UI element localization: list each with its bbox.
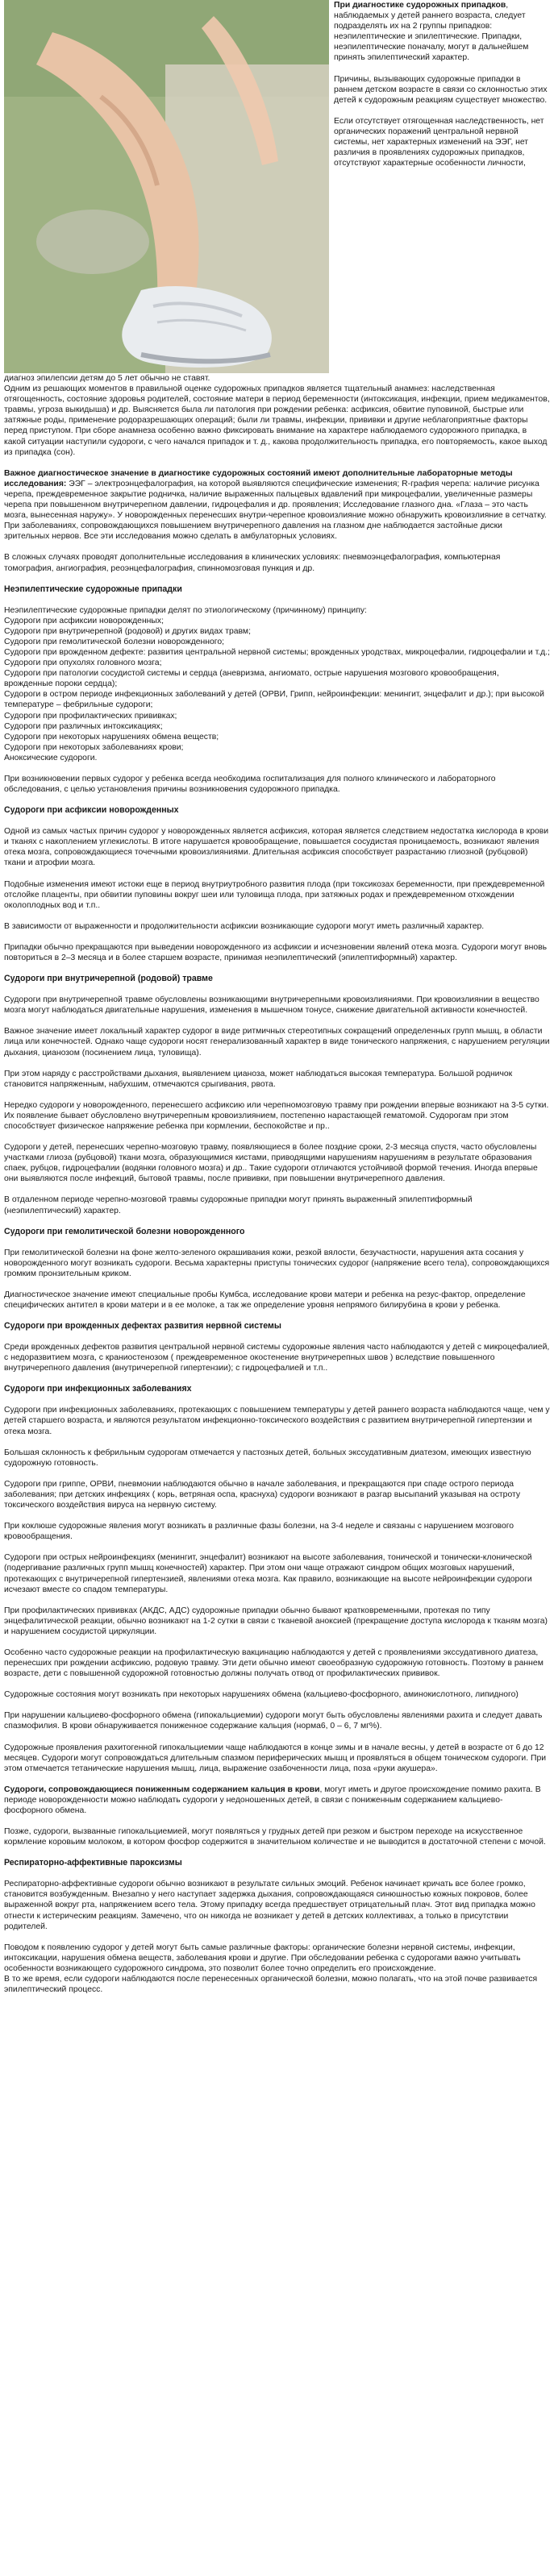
infections-paragraph: Особенно часто судорожные реакции на профилактическую вакцинацию наблюдаются у детей с проявлениями экссудативного диатеза, перенесших при рождении асфиксию, родовую травму. Эти дети обычно имеют своеобразную судорожную готовность. Поэтому в раннем возрасте, дети с повышенной судорожной готовностью должны получать отвод от профилактических прививок. (4, 1647, 544, 1679)
list-item: Аноксические судороги. (4, 753, 98, 762)
intro-heredity-paragraph: Если отсутствует отягощенная наследственность, нет органических поражений центральной нервной системы, нет характерных изменений на ЭЭГ, нет различия в проявлениях судорожных припадков, отсутствуют характерные особенности личности, (334, 116, 544, 168)
intro-paragraph (334, 0, 550, 64)
anamnesis-paragraph: Одним из решающих моментов в правильной оценке судорожных припадков является тщательный анамнез: наследственная отягощенность, состояние здоровья родителей, состояние матери в период беременности (интоксикация, инфекции, прием медикаментов, травмы, угроза выкидыша) и др. Выясняется была ли патология при рождении ребенка: асфиксия, обвитие пуповиной, быстрые или затяжные роды, применение родоразрешающих операций; были ли травмы, инфекции, прививки и другие неблагоприятные факторы перед приступом. При сборе анамнеза особенно важно фиксировать внимание на характере наблюдаемого судорожного припадка, в какой ситуации наступили судороги, с чего начался припадок и т. д., какова продолжительность припадка, его повторяемость, какое выход из припадка (сон). (4, 384, 550, 457)
infections-heading: Судороги при инфекционных заболеваниях (4, 1384, 192, 1394)
list-item: Судороги при патологии сосудистой системы и сердца (аневризма, ангиомато, острые нарушения мозгового кровообращения, врожденные пороки сердца); (4, 669, 499, 689)
trauma-paragraph: Важное значение имеет локальный характер судорог в виде ритмичных стереотипных сокращений определенных групп мышц, в области лица или конечностей. Однако чаще судороги носят генерализованный характер в виде тонического напряжения, с нарушением регуляции дыхания, цианозом (посинением лица, туловища). (4, 1027, 550, 1057)
defects-heading: Судороги при врожденных дефектах развития нервной системы (4, 1321, 281, 1332)
resp-paragraph: Респираторно-аффективные судороги обычно возникают в результате сильных эмоций. Ребенок начинает кричать все более громко, становится возбужденным. Внезапно у него наступает задержка дыхания, сопровождающаяся синюшностью кожных покровов, более выраженной вокруг рта, напряжением всего тела. Этому припадку всегда предшествует отрицательный плач. Этот вид припадка можно отнести к истерическим реакциям. Замечено, что он никогда не возникает у детей в детских коллективах, а только в присутствии родителей. (4, 1880, 535, 1931)
list-item: Судороги при внутричерепной (родовой) и других видах травм; (4, 626, 251, 636)
list-item: Судороги при различных интоксикациях; (4, 721, 163, 731)
list-item: Судороги при гемолитической болезни новорожденного; (4, 637, 225, 646)
infections-paragraph: При нарушении кальциево-фосфорного обмена (гипокальциемии) судороги могут быть обусловлены явлениями рахита и следует давать спазмофилия. В крови обнаруживается пониженное содержание кальция (норма6, 0 – 6, 7 мг%). (4, 1711, 543, 1731)
infections-paragraph: При коклюше судорожные явления могут возникать в различные фазы болезни, на 3-4 неделе и связаны с нарушением мозгового кровообращения. (4, 1522, 514, 1542)
trauma-paragraph: Судороги у детей, перенесших черепно-мозговую травму, появляющиеся в более поздние сроки, 2-3 месяца спустя, часто обусловлены участками глиоза (рубцовой) ткани мозга, образующимися кистами, приводящими нарушениям нарушениям в результате образования спаек, рубцов, гидроцефалии (водянки головного мозга) и др.. Такие судороги отличаются устойчивой формой течения. Иногда впервые они выявляются после инфекций, бытовой травмы, после прививки, при повышении внутричерепного давления. (4, 1143, 538, 1184)
asphyxia-heading: Судороги при асфиксии новорожденных (4, 805, 179, 816)
article-intro-block (4, 0, 550, 373)
infections-paragraph: Судорожные состояния могут возникать при некоторых нарушениях обмена (кальциево-фосфорного, аминокислотного, липидного) (4, 1690, 519, 1700)
resp-paragraph: В то же время, если судороги наблюдаются после перенесенных органической болезни, можно полагать, что на этой почве развивается эпилептический процесс. (4, 1975, 538, 1995)
calcium-paragraph (4, 1785, 550, 1816)
child-leg-illustration (4, 0, 329, 373)
hemolytic-heading: Судороги при гемолитической болезни новорожденного (4, 1226, 245, 1236)
lab-methods-paragraph (4, 468, 550, 542)
infections-paragraph: При профилактических прививках (АКДС, АДС) судорожные припадки обычно бывают кратковременными, протекая по типу энцефалитической реакции, обычно возникают на 1-2 сутки в связи с тканевой аноксией (прекращение доступа кислорода к тканям мозга) и нарушением сосудистой циркуляции. (4, 1606, 548, 1636)
article-body (4, 373, 550, 1995)
list-item: Судороги при опухолях головного мозга; (4, 659, 162, 668)
asphyxia-paragraph: В зависимости от выраженности и продолжительности асфиксии возникающие судороги могут иметь различный характер. (4, 921, 485, 931)
list-item: Судороги при некоторых нарушениях обмена веществ; (4, 732, 219, 742)
asphyxia-paragraph: Одной из самых частых причин судорог у новорожденных является асфиксия, которая является следствием недостатка кислорода в крови и тканях с накоплением углекислоты. В итоге нарушается кровообращение, повышается сосудистая проницаемость, возникают явления отека мозга, сопровождающиеся точечными кровоизлияниями. Длительная асфиксия способствует разрастанию глиозной (рубцовой) ткани и атрофии мозга. (4, 827, 549, 868)
child-leg-photo (4, 0, 329, 373)
list-item: Судороги при некоторых заболеваниях крови; (4, 742, 184, 752)
infections-paragraph: Судорожные проявления рахитогенной гипокальциемии чаще наблюдаются в конце зимы и в начале весны, у детей в возрасте от 6 до 12 месяцев. Судороги могут сопровождаться длительным спазмом периферических мышц и проявляться в общем тоническом судороги. При этом отмечается тетанические нарушения мышц, лица, выражение озабоченности лица, поза «руки акушера». (4, 1743, 547, 1773)
list-item: Судороги при профилактических прививках; (4, 711, 177, 721)
lab-methods-text: ЭЭГ – электроэнцефалография, на которой выявляются специфические изменения; R-графия черепа: наличие рисунка черепа, преждевременное закрытие родничка, наличие выраженных пальцевых вдавлений при микроцефалии, увеличенные размеры черепа при повышенном внутричерепном давлении, гидроцефалия и др. проявления; Исследование глазного дна. «Глаза – это часть мозга, вынесенная наружу». У новорожденных перенесших внутри-черепное кровоизлияние можно обнаружить кровоизлияние в сетчатку. При заболеваниях, сопровождающихся повышением внутричерепного давления на глазном дне наблюдается застойные диски зрительных нервов. Все эти исследования можно сделать в амбулаторных условиях. (4, 479, 547, 542)
nonepi-lead: Неэпилептические судорожные припадки делят по этиологическому (причинному) принципу: (4, 605, 367, 615)
intro-continuation: диагноз эпилепсии детям до 5 лет обычно не ставят. (4, 374, 210, 383)
calcium-bold-lead: Судороги, сопровождающиеся пониженным содержанием кальция в крови (4, 1785, 320, 1794)
asphyxia-paragraph: Припадки обычно прекращаются при выведении новорожденного из асфиксии и исчезновении явлений отека мозга. Судороги могут вновь повториться в 2–3 месяца и в более старшем возрасте, принимая неэпилептический (эпилептиформный) характер. (4, 942, 548, 963)
trauma-heading: Судороги при внутричерепной (родовой) травме (4, 974, 213, 984)
infections-paragraph: Судороги при инфекционных заболеваниях, протекающих с повышением температуры у детей раннего возраста наблюдаются чаще, чем у детей старшего возраста, и являются результатом инфекционно-токсического воздействия с развитием внутричерепной гипертензии и отека мозга. (4, 1406, 550, 1436)
hospitalization-paragraph: При возникновении первых судорог у ребенка всегда необходима госпитализация для полного клинического и лабораторного обследования, с целью установления причины возникновения судорожного припадка. (4, 775, 496, 795)
nonepi-cause-list (4, 616, 550, 763)
infections-paragraph: Судороги при острых нейроинфекциях (менингит, энцефалит) возникают на высоте заболевания, тонической и тонически-клонической (подергивание различных групп мышц конечностей) характер. При этом они чаще отражают синдром общих мозговых нарушений, протекающих с внутричерепной гипертензией, явлениями отека мозга. Как правило, возникающие на высоте нейроинфекции судороги исчезают вместе со спадом температуры. (4, 1553, 532, 1594)
calcium-paragraph: Позже, судороги, вызванные гипокальциемией, могут появляться у грудных детей при резком и быстром переходе на искусственное кормление коровьим молоком, в котором фосфор содержится в значительном количестве и не выводится в достаточной степени с мочой. (4, 1827, 546, 1847)
infections-paragraph: Судороги при гриппе, ОРВИ, пневмонии наблюдаются обычно в начале заболевания, и прекращаются при спаде острого периода заболевания; при детских инфекциях ( корь, ветряная оспа, краснуха) судороги возникают в разгар высыпаний указывая на остроту токсического воздействия вируса на нервную систему. (4, 1479, 521, 1510)
lab-methods-bold: Важное диагностическое значение в диагностике судорожных состояний имеют дополнительные лабораторные методы исследования: (4, 468, 513, 488)
list-item: Судороги при врожденном дефекте: развития центральной нервной системы; врожденных уродствах, микроцефалии, гидроцефалии и т.д.; (4, 647, 550, 657)
trauma-paragraph: При этом наряду с расстройствами дыхания, выявлением цианоза, может наблюдаться высокая температура. Большой родничок становится напряженным, набухшим, отмечаются срыгивания, рвота. (4, 1069, 513, 1089)
calcium-text: , могут иметь и другое происхождение помимо рахита. В периоде новорожденности можно наблюдать судороги у недоношенных детей, в связи с пониженным содержанием кальциево-фосфорного обмена. (4, 1785, 541, 1815)
resp-heading: Респираторно-аффективные пароксизмы (4, 1858, 182, 1868)
resp-paragraph: Поводом к появлению судорог у детей могут быть самые различные факторы: органические болезни нервной системы, инфекции, интоксикации, нарушения обмена веществ, заболевания крови и другие. При обследовании ребенка с судорогами важно учитывать особенности возникающего судорожного синдрома, это позволит более точно определить его происхождение. (4, 1942, 521, 1973)
clinical-studies-paragraph: В сложных случаях проводят дополнительные исследования в клинических условиях: пневмоэнцефалография, компьютерная томография, ангиография, реоэнцефалография, спинномозговая пункция и др. (4, 553, 501, 573)
trauma-paragraph: Нередко судороги у новорожденного, перенесшего асфиксию или черепномозговую травму при рождении впервые возникают на 3-5 сутки. Их появление бывает обусловлено внутричерепным кровоизлиянием, постепенно нарастающей гематомой. Судорогам при этом способствует физическое напряжение ребенка при кормлении, беспокойстве и пр.. (4, 1100, 549, 1131)
hemolytic-paragraph: Диагностическое значение имеют специальные пробы Кумбса, исследование крови матери и ребенка на резус-фактор, определение специфических антител в крови матери и в ее молоке, а так же определение уровня непрямого билирубина в крови у ребенка. (4, 1290, 526, 1310)
trauma-paragraph: В отдаленном периоде черепно-мозговой травмы судорожные припадки могут принять выраженный эпилептиформный (неэпилептический) характер. (4, 1195, 473, 1215)
trauma-paragraph: Судороги при внутричерепной травме обусловлены возникающими внутричерепными кровоизлияниями. При кровоизлиянии в вещество мозга могут наблюдаться двигательные нарушения, изменения в мышечном тонусе, снижение двигательной активности конечностей. (4, 995, 539, 1016)
defects-paragraph: Среди врожденных дефектов развития центральной нервной системы судорожные явления часто наблюдаются у детей с микроцефалией, с недоразвитием мозга, с краниостенозом ( преждевременное окостенение внутричерепных швов ) вследствие повышенного внутричерепного давления (внутричерепной гипертензии); с гидроцефалией и т.п.. (4, 1343, 550, 1373)
intro-causes-paragraph: Причины, вызывающих судорожные припадки в раннем детском возрасте в связи со склонностью этих детей к судорожным реакциям существует множество. (334, 74, 548, 105)
asphyxia-paragraph: Подобные изменения имеют истоки еще в период внутриутробного развития плода (при токсикозах беременности, при преждевременной отслойке плаценты, при обвитии пуповины вокруг шеи или туловища плода, при затяжных родах и преждевременном отхождении околоплодных вод и т.п.. (4, 879, 545, 910)
list-item: Судороги при асфиксии новорожденных; (4, 616, 164, 625)
nonepi-heading: Неэпилептические судорожные припадки (4, 584, 182, 594)
list-item: Судороги в остром периоде инфекционных заболеваний у детей (ОРВИ, Грипп, нейроинфекции: менингит, энцефалит и др.); при высокой температуре – фебрильные судороги; (4, 690, 544, 710)
intro-text: , наблюдаемых у детей раннего возраста, следует подразделять их на 2 группы припадков: неэпилептические и эпилептические. Припадки, неэпилептические поначалу, могут в дальнейшем принять эпилептический характер. (334, 1, 529, 63)
hemolytic-paragraph: При гемолитической болезни на фоне желто-зеленого окрашивания кожи, резкой вялости, безучастности, нарушения акта сосания у новорожденного могут возникать судороги. Весьма характерны приступы тонических судорог (напряжение всего тела), сопровождающихся громким пронзительным криком. (4, 1248, 550, 1278)
intro-bold-lead: При диагностике судорожных припадков (334, 1, 506, 10)
intro-side-column (334, 0, 550, 168)
infections-paragraph: Большая склонность к фебрильным судорогам отмечается у пастозных детей, больных экссудативным диатезом, имеющих известную судорожную готовность. (4, 1448, 531, 1468)
